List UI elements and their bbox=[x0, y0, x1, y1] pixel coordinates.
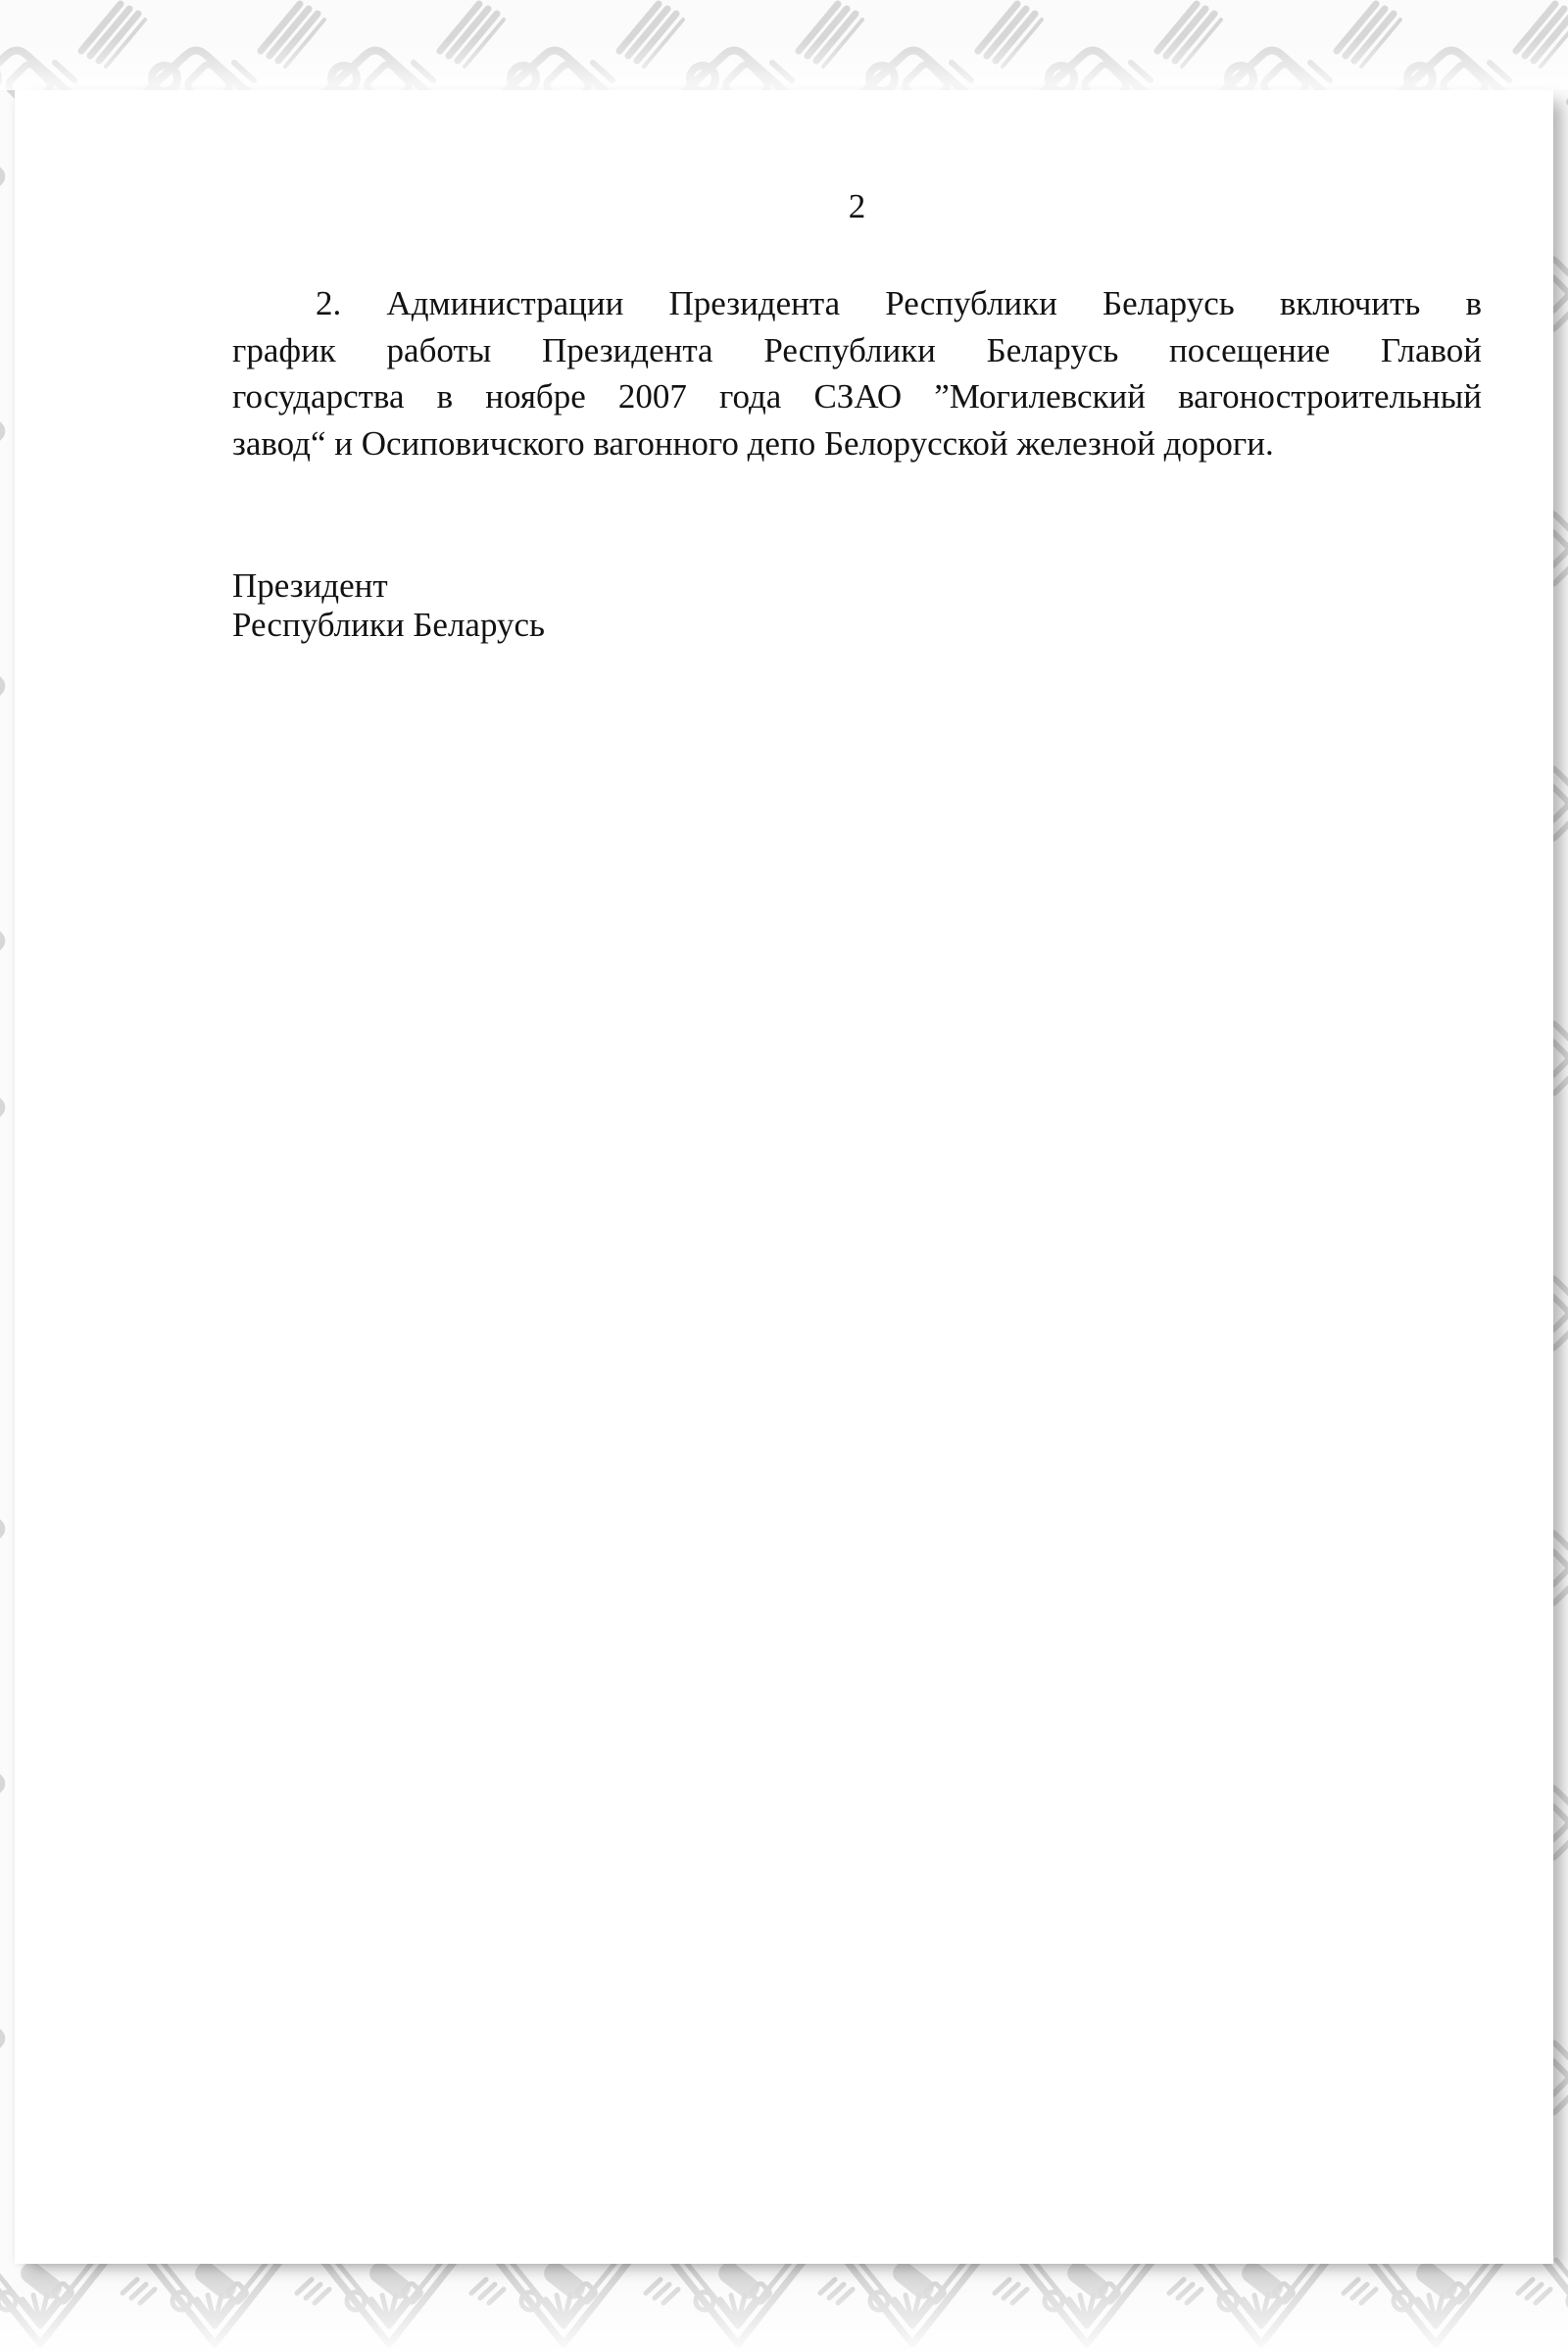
ornament-left-edge bbox=[0, 137, 6, 2077]
paragraph-line: завод“ и Осиповичского вагонного депо Белорусской железной дороги. bbox=[232, 423, 1274, 463]
page-content bbox=[232, 90, 1482, 2264]
body-paragraph bbox=[232, 280, 1482, 466]
paragraph-line: 2. Администрации Президента Республики Беларусь включить в bbox=[316, 284, 1482, 322]
signature-title-line: Республики Беларусь bbox=[232, 606, 545, 644]
paragraph-line: государства в ноябре 2007 года СЗАО ”Могилевский вагоностроительный bbox=[232, 377, 1482, 416]
signature-block bbox=[232, 566, 545, 645]
document-page bbox=[15, 90, 1553, 2264]
paragraph-line: график работы Президента Республики Беларусь посещение Главой bbox=[232, 330, 1482, 369]
signature-title-line: Президент bbox=[232, 566, 388, 605]
page-number: 2 bbox=[848, 187, 866, 225]
